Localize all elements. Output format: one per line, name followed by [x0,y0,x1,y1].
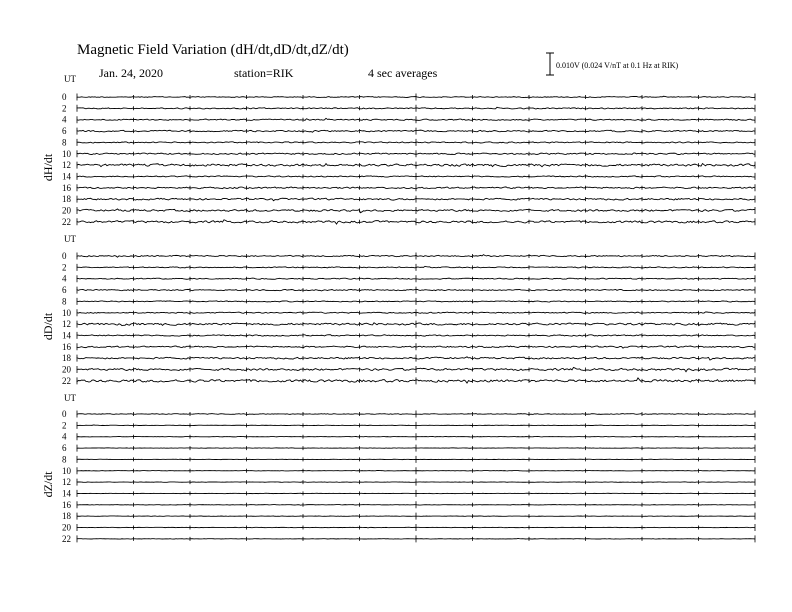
row-label-20: 20 [62,522,71,533]
row-label-20: 20 [62,364,71,375]
row-label-20: 20 [62,205,71,216]
row-label-18: 18 [62,194,71,205]
row-label-8: 8 [62,296,67,307]
row-label-0: 0 [62,251,67,261]
station-label: station=RIK [234,66,294,80]
panel-ylabel: dZ/dt [41,471,55,498]
panel-dZ-dt [41,393,755,544]
row-label-14: 14 [62,171,71,182]
row-label-10: 10 [62,148,71,159]
row-label-8: 8 [62,137,67,148]
row-label-8: 8 [62,454,67,465]
row-label-6: 6 [62,443,67,454]
row-label-2: 2 [62,420,67,431]
row-label-0: 0 [62,92,67,102]
ut-axis-label: UT [64,393,76,403]
row-label-16: 16 [62,182,71,193]
row-label-2: 2 [62,262,67,273]
row-label-6: 6 [62,285,67,296]
row-label-10: 10 [62,307,71,318]
panel-ylabel: dD/dt [41,312,55,341]
ut-axis-label: UT [64,74,76,84]
scale-bar-label: 0.010V (0.024 V/nT at 0.1 Hz at RIK) [556,61,679,70]
row-label-14: 14 [62,330,71,341]
panel-ylabel: dH/dt [41,153,55,182]
row-label-18: 18 [62,353,71,364]
figure-title: Magnetic Field Variation (dH/dt,dD/dt,dZ/dt) [77,42,349,58]
row-label-18: 18 [62,511,71,522]
averaging-label: 4 sec averages [368,66,438,80]
row-label-22: 22 [62,216,71,227]
row-label-12: 12 [62,160,71,171]
row-label-4: 4 [62,431,67,442]
panel-dH-dt [41,74,755,227]
row-label-22: 22 [62,375,71,386]
row-label-16: 16 [62,499,71,510]
row-label-2: 2 [62,103,67,114]
panel-dD-dt [41,234,755,386]
row-label-4: 4 [62,114,67,125]
row-label-22: 22 [62,533,71,544]
row-label-12: 12 [62,477,71,488]
scale-bar [546,53,554,75]
ut-axis-label: UT [64,234,76,244]
row-label-6: 6 [62,126,67,137]
row-label-14: 14 [62,488,71,499]
row-label-12: 12 [62,319,71,330]
row-label-4: 4 [62,273,67,284]
date-label: Jan. 24, 2020 [99,66,163,80]
row-label-10: 10 [62,465,71,476]
row-label-0: 0 [62,409,67,419]
row-label-16: 16 [62,341,71,352]
